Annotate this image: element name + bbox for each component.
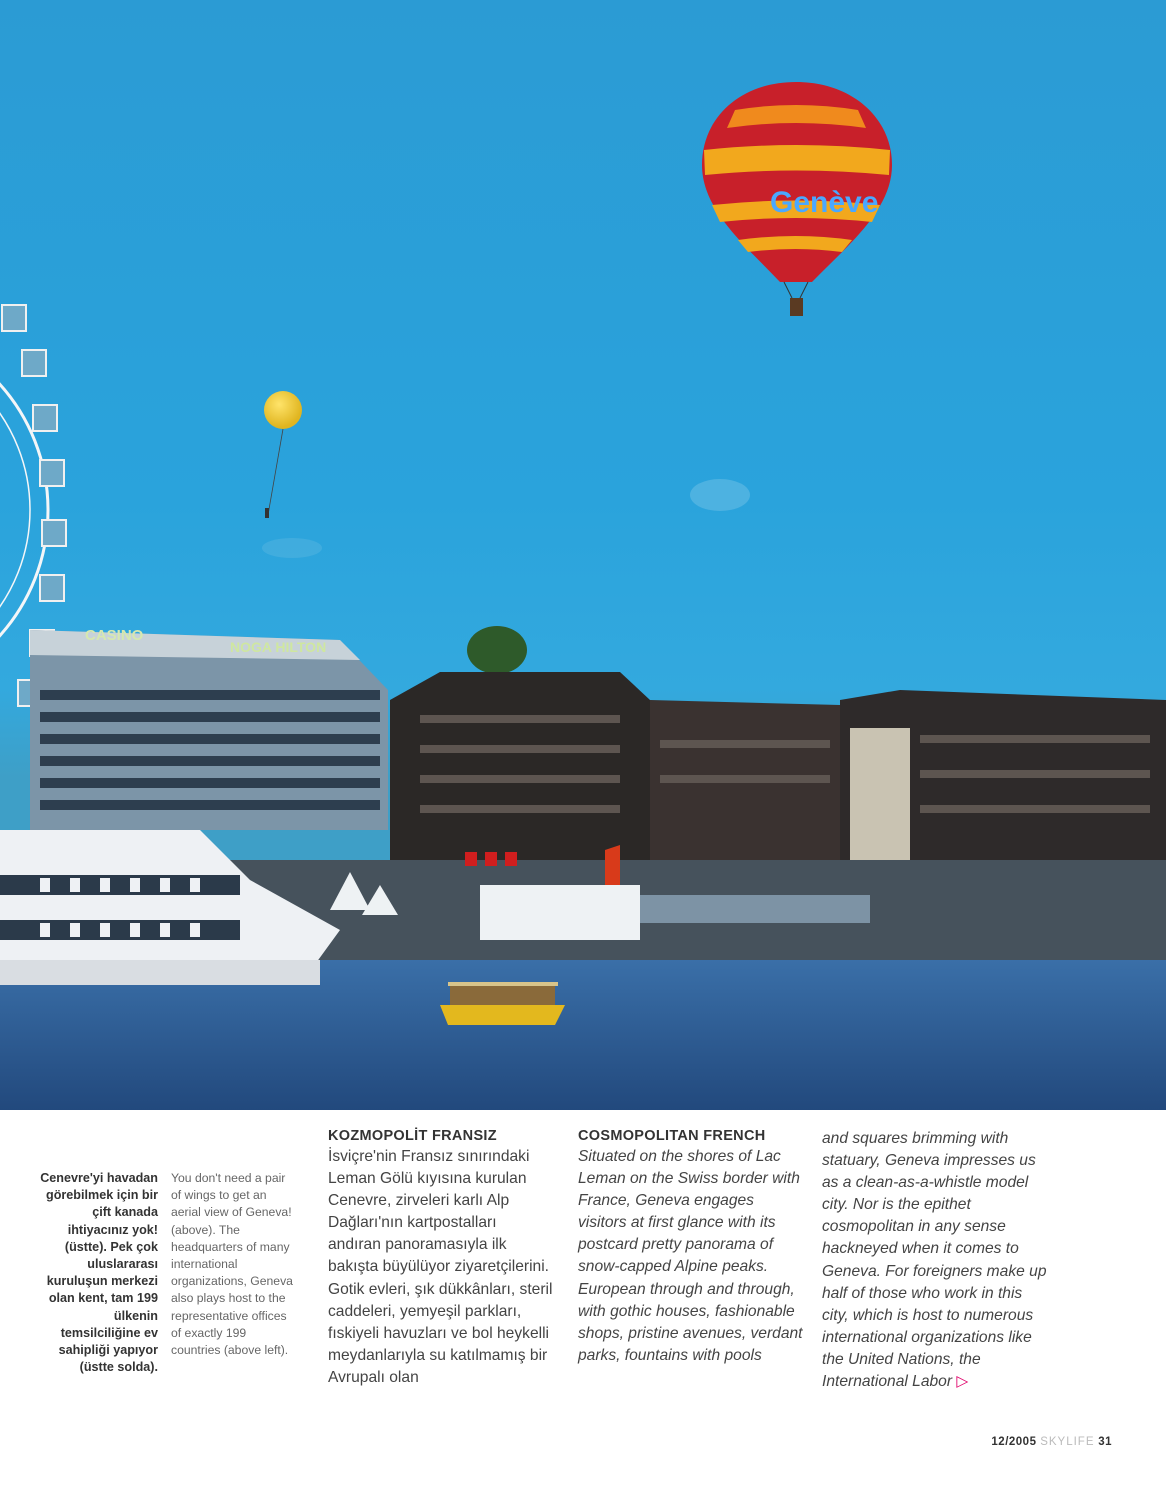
issue-date: 12/2005 [991, 1436, 1037, 1448]
article-turkish-column [328, 1128, 553, 1389]
article-english-continued-column [822, 1128, 1047, 1393]
cloud [262, 538, 322, 558]
caption-english: You don't need a pair of wings to get an aerial view of Geneva! (above). The headquarters of many international organizations, Geneva also plays host to the representative offices of exactly 199 countries (above left). [171, 1171, 293, 1358]
hotel-sign: NOGA HILTON [230, 639, 327, 655]
cloud [690, 479, 750, 511]
turkish-body: İsviçre'nin Fransız sınırındaki Leman Gölü kıyısına kurulan Cenevre, zirveleri karlı Alp Dağları'nın kartpostalları andıran panoramasıyla ilk bakışta büyülüyor ziyaretçilerini. Gotik evleri, şık dükkânları, steril caddeleri, yemyeşil parkları, fıskiyeli havuzları ve bol heykelli meydanlarıyla su katılmamış bir Avrupalı olan [328, 1148, 553, 1386]
city-buildings [390, 672, 1166, 880]
article-english-column [578, 1128, 803, 1367]
english-body-continued [822, 1128, 1047, 1393]
continue-arrow-icon: ▷ [956, 1373, 969, 1391]
english-heading: COSMOPOLITAN FRENCH [578, 1128, 766, 1144]
page-footer [991, 1436, 1112, 1448]
hot-air-balloon [702, 82, 892, 316]
balloon-lettering: Genève [770, 186, 879, 219]
tree [467, 626, 527, 674]
yellow-boat [440, 982, 565, 1025]
magazine-name: SKYLIFE [1040, 1436, 1095, 1448]
caption-turkish: Cenevre'yi havadan görebilmek için bir çift kanada ihtiyacınız yok! (üstte). Pek çok uluslararası kuruluşun merkezi olan kent, tam 199 ülkenin temsilciliğine ev sahipliği yapıyor (üstte solda). [40, 1171, 158, 1375]
yellow-balloon [264, 391, 302, 518]
hotel-building [30, 627, 388, 830]
english-body: Situated on the shores of Lac Leman on the Swiss border with France, Geneva engages visitors at first glance with its postcard pretty panorama of snow-capped Alpine peaks. European through and through, with gothic houses, fashionable shops, pristine avenues, verdant parks, fountains with pools [578, 1148, 803, 1364]
casino-sign: CASINO [85, 627, 144, 644]
english-continued-text: and squares brimming with statuary, Geneva impresses us as a clean-as-a-whistle model city. Nor is the epithet cosmopolitan in any sense hackneyed when it comes to Geneva. For foreigners make up half of those who work in this city, which is host to numerous international organizations like the United Nations, the International Labor [822, 1130, 1047, 1391]
white-ship [0, 830, 340, 985]
turkish-heading: KOZMOPOLİT FRANSIZ [328, 1128, 497, 1144]
page-number: 31 [1098, 1436, 1112, 1448]
